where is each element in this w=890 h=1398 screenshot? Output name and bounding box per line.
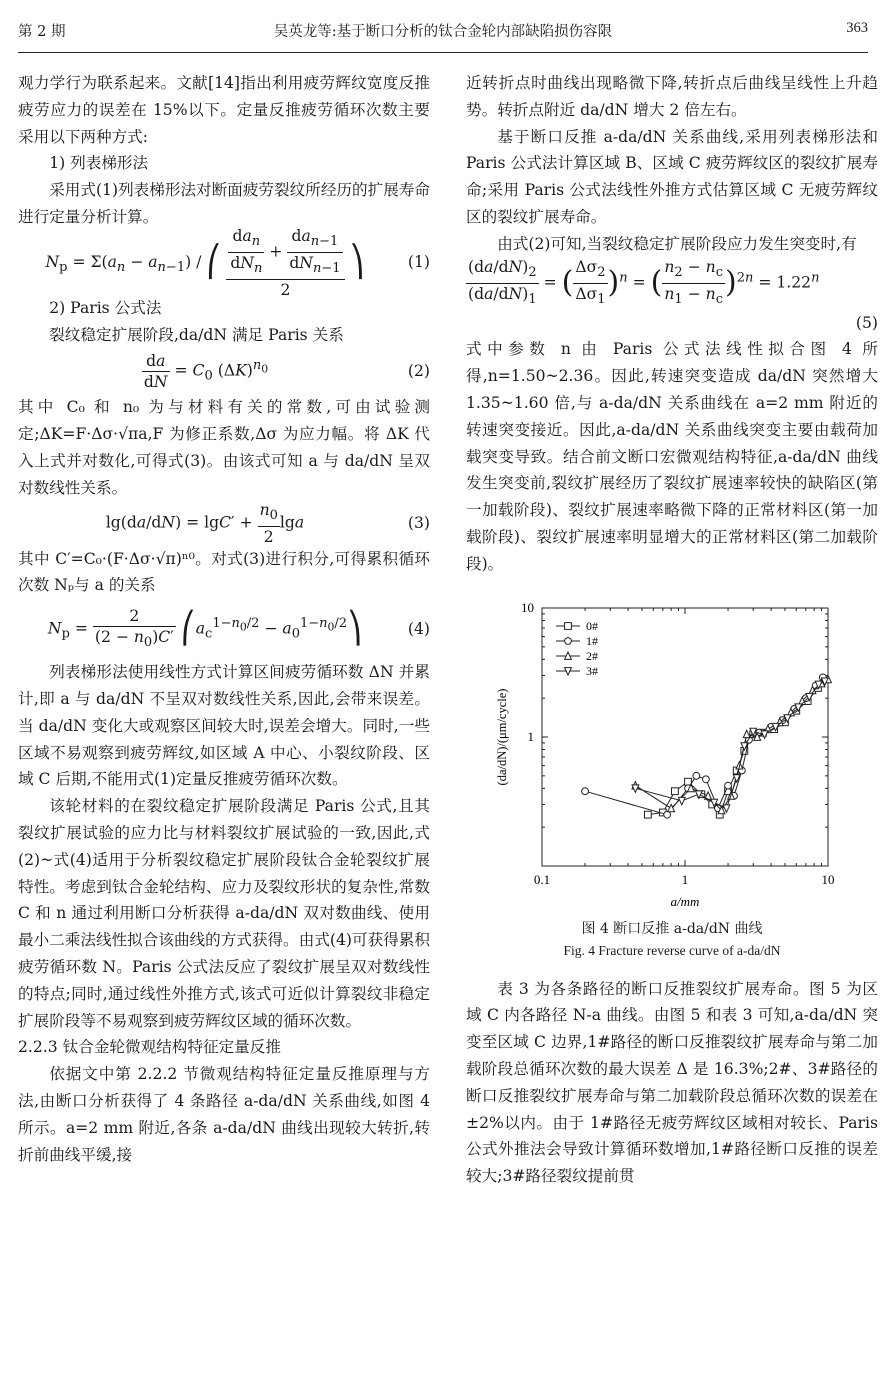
data-point bbox=[678, 797, 685, 804]
figure-caption-zh: 图 4 断口反推 a-da/dN 曲线 bbox=[581, 920, 763, 937]
running-title: 吴英龙等:基于断口分析的钛合金轮内部缺陷损伤容限 bbox=[273, 24, 613, 40]
x-tick-label: 10 bbox=[821, 871, 835, 887]
data-point bbox=[702, 775, 709, 782]
data-point bbox=[672, 787, 679, 794]
x-axis-label: a/mm bbox=[670, 893, 700, 909]
journal-issue: 第 2 期 bbox=[18, 24, 66, 40]
data-point bbox=[582, 787, 589, 794]
chart-marks bbox=[582, 673, 832, 817]
x-tick-label: 0.1 bbox=[533, 871, 551, 887]
paragraph: 观力学行为联系起来。文献[14]指出利用疲劳辉纹宽度反推疲劳应力的误差在 15%以下。定量反推疲劳循环次数主要采用以下两种方式: bbox=[18, 74, 430, 146]
equation-3: lg(da/dN) = lgC′ + $\frac{n_0}{2}$ lga (3) bbox=[105, 501, 430, 547]
list-item: 2) Paris 公式法 bbox=[49, 298, 162, 317]
figure-caption-en: Fig. 4 Fracture reverse curve of a-da/dN bbox=[563, 942, 781, 958]
legend-label: 0# bbox=[586, 618, 598, 633]
legend-label: 1# bbox=[586, 633, 598, 648]
page-number: 363 bbox=[846, 20, 868, 36]
header-rule bbox=[18, 52, 868, 53]
paragraph: 表 3 为各条路径的断口反推裂纹扩展寿命。图 5 为区域 C 内各路径 N-a 曲线。由图 5 和表 3 可知,a-da/dN 突变至区域 C 边界,1#路径的断口反推裂纹扩展寿命与第二加载阶段总循环次数的最大误差 Δ 是 16.3%;2#、3#路径的断口反推裂纹扩展寿命与第二加载阶段总循环次数的误差在±2%以内。由于 1#路径无疲劳辉纹区域相对较长、Paris 公式外推法会导致计算循环数增加,1#路径断口反推的误差较大;3#路径裂纹提前贯 bbox=[466, 979, 878, 1186]
section-heading: 2.2.3 钛合金轮微观结构特征定量反推 bbox=[18, 1038, 281, 1057]
legend-label: 2# bbox=[586, 648, 598, 663]
paragraph: 列表梯形法使用线性方式计算区间疲劳循环数 ΔN 并累计,即 a 与 da/dN 不呈双对数线性关系,因此,会带来误差。当 da/dN 变化大或观察区间较大时,误差会增大。同时,一些区域不易观察到疲劳辉纹,如区域 A 中心、小裂纹阶段、区域 C 后期,不能用式(1)定量反推疲劳循环次数。 bbox=[18, 663, 430, 789]
right-column bbox=[466, 70, 878, 1190]
equation-number: (1) bbox=[407, 253, 430, 272]
y-tick-label: 1 bbox=[527, 728, 534, 744]
chart-axes bbox=[495, 600, 835, 909]
page-header bbox=[18, 12, 868, 48]
chart-a-dadN bbox=[466, 596, 878, 916]
data-point bbox=[743, 730, 750, 737]
chart-legend bbox=[556, 619, 598, 678]
data-point bbox=[664, 811, 671, 818]
x-tick-label: 1 bbox=[681, 871, 689, 887]
paragraph: 该轮材料的在裂纹稳定扩展阶段满足 Paris 公式,且其裂纹扩展试验的应力比与材料裂纹扩展试验的一致,因此,式(2)~式(4)适用于分析裂纹稳定扩展阶段钛合金轮裂纹扩展特性。考虑到钛合金轮结构、应力及裂纹形状的复杂性,常数 C 和 n 通过利用断口分析获得 a-da/dN 双对数曲线、使用最小二乘法线性拟合该曲线的方式获得。由式(4)可获得累积疲劳循环数 N。Paris 公式法反应了裂纹扩展呈双对数线性的特点;同时,通过线性外推方式,该式可近似计算裂纹非稳定扩展阶段等不易观察到疲劳辉纹区域的循环次数。 bbox=[18, 797, 430, 1030]
paragraph: 式中参数 n 由 Paris 公式法线性拟合图 4 所得,n=1.50~2.36。因此,转速突变造成 da/dN 突然增大 1.35~1.60 倍,与 a-da/dN 关系曲线在 a=2 mm 附近的转速突变接近。因此,a-da/dN 关系曲线突变主要由载荷加载突变导致。结合前文断口宏微观结构特征,a-da/dN 曲线发生突变前,裂纹扩展经历了裂纹扩展速率较快的缺陷区(第一加载阶段)、裂纹扩展速率略微下降的正常材料区(第一加载阶段)、裂纹扩展速率明显增大的正常材料区(第二加载阶段)。 bbox=[466, 340, 878, 573]
equation-2: $\frac{da}{dN}$ = $C_0$ $(\Delta K)^{n_0}$ (2) bbox=[143, 351, 430, 391]
paragraph: 由式(2)可知,当裂纹稳定扩展阶段应力发生突变时,有 bbox=[497, 234, 857, 253]
data-point bbox=[693, 772, 700, 779]
y-axis-label: (da/dN)/(μm/cycle) bbox=[495, 688, 509, 786]
legend-marker bbox=[565, 622, 572, 629]
y-tick-label: 10 bbox=[521, 599, 534, 615]
equation-number: (3) bbox=[407, 514, 430, 533]
equation-5: $\frac{(da/dN)_2}{(da/dN)_1}$ = ( $\frac{\Delta\sigma_2}{\Delta\sigma_1}$ )$^n$ = ( $\frac{n_2 - n_c}{n_1 - n_c}$ )$^{2n} = 1.22^n$ bbox=[468, 257, 820, 308]
paragraph: 依据文中第 2.2.2 节微观结构特征定量反推原理与方法,由断口分析获得了 4 条路径 a-da/dN 关系曲线,如图 4 所示。a=2 mm 附近,各条 a-da/dN 曲线出现较大转折,转折前曲线平缓,接 bbox=[18, 1065, 430, 1164]
equation-number: (2) bbox=[407, 361, 430, 380]
legend-label: 3# bbox=[586, 663, 598, 678]
paragraph: 其中 C₀ 和 n₀ 为与材料有关的常数,可由试验测定;ΔK=F·Δσ·√πa,F 为修正系数,Δσ 为应力幅。将 ΔK 代入上式并对数化,可得式(3)。由该式可知 a 与 da/dN 呈双对数线性关系。 bbox=[18, 398, 430, 497]
paragraph: 采用式(1)列表梯形法对断面疲劳裂纹所经历的扩展寿命进行定量分析计算。 bbox=[18, 181, 430, 226]
legend-marker bbox=[565, 637, 572, 644]
paragraph: 裂纹稳定扩展阶段,da/dN 满足 Paris 关系 bbox=[49, 325, 344, 344]
paragraph: 其中 C′=C₀·(F·Δσ·√π)ⁿ⁰。对式(3)进行积分,可得累积循环次数 Nₚ与 a 的关系 bbox=[18, 549, 430, 595]
paragraph: 基于断口反推 a-da/dN 关系曲线,采用列表梯形法和 Paris 公式法计算区域 B、区域 C 疲劳辉纹区的裂纹扩展寿命;采用 Paris 公式法线性外推方式估算区域 C 无疲劳辉纹区的裂纹扩展寿命。 bbox=[466, 127, 878, 226]
paragraph: 近转折点时曲线出现略微下降,转折点后曲线呈线性上升趋势。转折点附近 da/dN 增大 2 倍左右。 bbox=[466, 74, 878, 119]
equation-number: (4) bbox=[407, 619, 430, 638]
data-point bbox=[725, 782, 732, 789]
equation-1: $N_p = \Sigma(a_n - a_{n-1})$ / ⎛ $\frac{da_n}{dN_n}$ + $\frac{da_{n-1}}{dN_{n-1}}$ 2 ⎞ (1) bbox=[45, 226, 430, 299]
plot-frame bbox=[542, 608, 828, 866]
equation-4: $N_p$ = $\frac{2}{(2 - n_0)C'}$ $⎛a_c^{1-n_0/2}$ − $a_0^{1-n_0/2}⎞$ (4) bbox=[47, 606, 430, 650]
list-item: 1) 列表梯形法 bbox=[49, 154, 149, 173]
left-column bbox=[18, 70, 430, 1168]
data-point bbox=[644, 811, 651, 818]
equation-number: (5) bbox=[855, 313, 878, 332]
figure-4 bbox=[466, 596, 878, 962]
